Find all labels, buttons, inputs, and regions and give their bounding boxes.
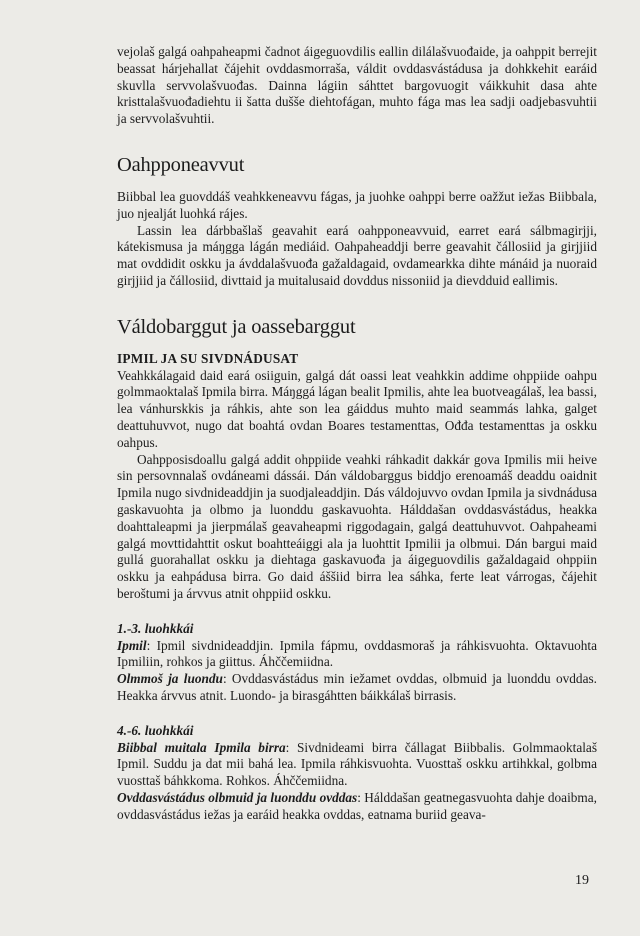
term-label: Biibbal muitala Ipmila birra bbox=[117, 739, 286, 755]
term-label: Ovddasvástádus olbmuid ja luonddu ovddas bbox=[117, 789, 358, 805]
term-text: : Sivdnideami birra čállagat Biibbalis. Golmmaoktalaš Ipmil. Suddu ja dat mii bahá lea. Ipmila ráhkisvuohta. Vuosttaš oskku artihkkal, golbma vuosttaš báhkkoma. Rohkos. Áhččemiidna. bbox=[117, 739, 597, 789]
intro-paragraph: vejolaš galgá oahpaheapmi čadnot áigeguovdilis eallin dilálašvuođaide, ja oahppit berrejit beassat hárjehallat čájehit ovddasmorraša, váldit ovddasvástádusa ja dohkkehit earáid skuvlla servvolašvuođas. Dainna lágiin sáhttet bargovuogit váikkuhit dasa ahte kristtalašvuođadiehtu ii šatta dušše diehtofágan, muhto fága mas lea sadji oadjebasvuhtii ja servvolašvuhtii. bbox=[117, 44, 597, 127]
section-heading-oahpponeavvut: Oahpponeavvut bbox=[117, 153, 245, 176]
body-paragraph: Lassin lea dárbbašlaš geavahit eará oahpponeavvuid, earret eará sálbmagirjji, kátekismusa ja máŋgga lágán mediáid. Oahpaheaddji berre geavahit čállosiid ja girjjiid mat ovddidit oskku ja ávddalašvuođa gažaldagaid, ovdamearkka dihte mánáid ja nuoraid girjjiid ja čállosiid, divttaid ja muitalusaid dovddus nissoniid ja dievdduid eallimis. bbox=[117, 222, 597, 288]
term-item bbox=[117, 671, 597, 705]
grade-heading-1-3: 1.-3. luohkkái bbox=[117, 620, 194, 636]
term-item bbox=[117, 638, 597, 672]
subheading-ipmil: IPMIL JA SU SIVDNÁDUSAT bbox=[117, 350, 299, 366]
term-label: Ipmil bbox=[117, 637, 147, 653]
term-text: : Hálddašan geatnegasvuohta dahje doaibma, ovddasvástádus iežas ja earáid heakka ovddas, eatnama buriid geava- bbox=[117, 789, 597, 822]
page-body bbox=[117, 44, 597, 823]
term-item bbox=[117, 740, 597, 790]
term-text: : Ovddasvástádus min iežamet ovddas, olbmuid ja luonddu ovddas. Heakka árvvus atnit. Luondo- ja birasgáhtten báikkálaš birrasis. bbox=[117, 671, 597, 703]
body-paragraph: Biibbal lea guovddáš veahkkeneavvu fágas, ja juohke oahppi berre oažžut iežas Biibbala, juo njealját luohká rájes. bbox=[117, 188, 597, 221]
term-item bbox=[117, 790, 597, 824]
term-text: : Ipmil sivdnideaddjin. Ipmila fápmu, ovddasmoraš ja ráhkisvuohta. Oktavuohta Ipmiliin, rohkos ja giittus. Áhččemiidna. bbox=[117, 637, 597, 670]
term-label: Olmmoš ja luondu bbox=[117, 671, 223, 687]
body-paragraph: Oahpposisdoallu galgá addit ohppiide veahki ráhkadit dakkár gova Ipmilis mii heive sin persovnnalaš ovdáneami dássái. Dán váldobarggus biddjo erenoamáš deaddu oaidnit Ipmila nugo sivdnideaddjin ja suodjaleaddjin. Dás váldojuvvo ovdan Ipmila ja sivdnádusa gaskavuohta ja olbmo ja luonddu gaskavuohta. Hálddašan ovddasvástádus, heakka doahttaleapmi ja jierpmálaš geavaheapmi riggodagain, galgá deattuhuvvot. Oahpaheami galgá movttidahttit oskut boahtteáiggi ala ja luohttit Ipmilii ja olbmui. Dán bargui maid gullá guorahallat oskku ja diehtaga gaskavuođa ja áigeguovdilis gažaldagaid ohppiin oskku ja eahpádusa birra. Go daid áššiid birra lea sáhka, ferte leat várrogas, čájehit beroštumi ja árvvus atnit ohppiid oskku. bbox=[117, 451, 597, 601]
section-heading-valdobarggut: Váldobarggut ja oassebarggut bbox=[117, 315, 356, 338]
body-paragraph: Veahkkálagaid daid eará osiiguin, galgá dát oassi leat veahkkin addime ohppiide oahpu golmmaoktalaš Ipmila birra. Máŋggá lágan bealit Ipmilis, ahte lea buotveagálaš, lea bassi, lea vánhurskkis ja ráhkis, ahte son lea gáiddus muhto maid seammás lahka, galget deattuhuvvot, nugo dat boahtá ovdan Boares testamenttas, Ođđa testamenttas ja oskku oahpus. bbox=[117, 367, 597, 450]
grade-heading-4-6: 4.-6. luohkkái bbox=[117, 722, 194, 738]
page-number: 19 bbox=[575, 873, 589, 888]
